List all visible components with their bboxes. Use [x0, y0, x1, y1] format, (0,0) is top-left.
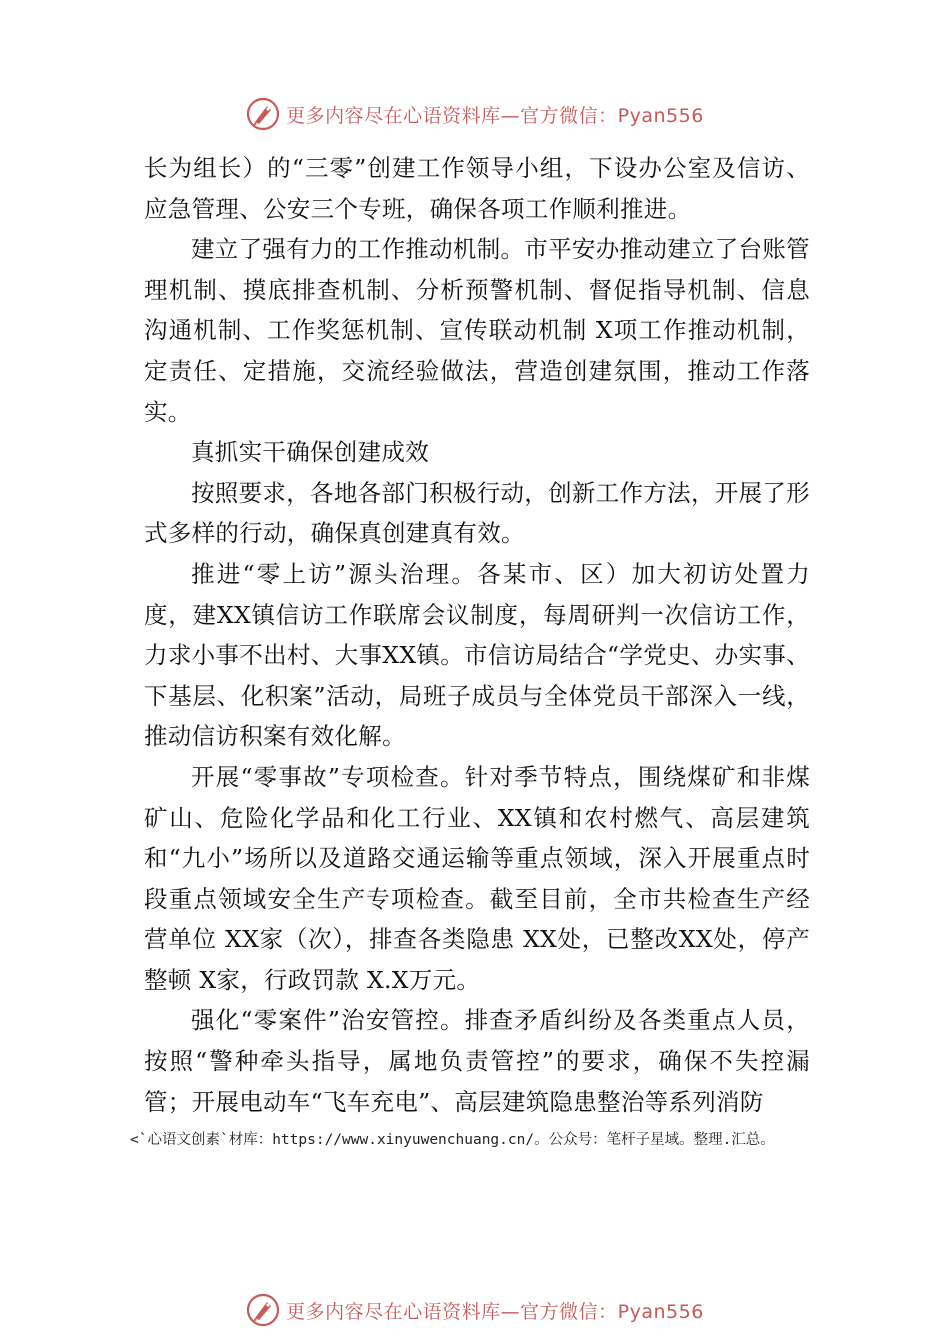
footer-banner — [0, 1292, 950, 1328]
section-heading: 真抓实干确保创建成效 — [191, 438, 429, 467]
pen-nib-logo-icon — [246, 1293, 280, 1327]
header-banner — [0, 96, 950, 132]
banner-text: 更多内容尽在心语资料库—官方微信：Pyan556 — [286, 104, 704, 127]
document-body — [144, 148, 810, 1122]
source-note: <`心语文创素`材库：https://www.xinyuwenchuang.cn/。公众号：笔杆子星域。整理.汇总。 — [130, 1132, 775, 1148]
paragraph: 开展“零事故”专项检查。针对季节特点，围绕煤矿和非煤矿山、危险化学品和化工行业、XX镇和农村燃气、高层建筑和“九小”场所以及道路交通运输等重点领域，深入开展重点时段重点领域安全生产专项检查。截至目前，全市共检查生产经营单位 XX家（次），排查各类隐患 XX处，已整改XX处，停产整顿 X家，行政罚款 X.X万元。 — [144, 762, 810, 994]
paragraph: 建立了强有力的工作推动机制。市平安办推动建立了台账管理机制、摸底排查机制、分析预警机制、督促指导机制、信息沟通机制、工作奖惩机制、宣传联动机制 X项工作推动机制，定责任、定措施，交流经验做法，营造创建氛围，推动工作落实。 — [144, 235, 810, 426]
paragraph: 长为组长）的“三零”创建工作领导小组，下设办公室及信访、应急管理、公安三个专班，确保各项工作顺利推进。 — [144, 154, 810, 223]
paragraph: 强化“零案件”治安管控。排查矛盾纠纷及各类重点人员，按照“警种牵头指导，属地负责管控”的要求，确保不失控漏管；开展电动车“飞车充电”、高层建筑隐患整治等系列消防 — [144, 1006, 810, 1116]
paragraph: 按照要求，各地各部门积极行动，创新工作方法，开展了形式多样的行动，确保真创建真有效。 — [144, 478, 810, 548]
banner-text: 更多内容尽在心语资料库—官方微信：Pyan556 — [286, 1300, 704, 1323]
pen-nib-logo-icon — [246, 97, 280, 131]
paragraph: 推进“零上访”源头治理。各某市、区）加大初访处置力度，建XX镇信访工作联席会议制度，每周研判一次信访工作，力求小事不出村、大事XX镇。市信访局结合“学党史、办实事、下基层、化积案”活动，局班子成员与全体党员干部深入一线，推动信访积案有效化解。 — [144, 559, 810, 751]
